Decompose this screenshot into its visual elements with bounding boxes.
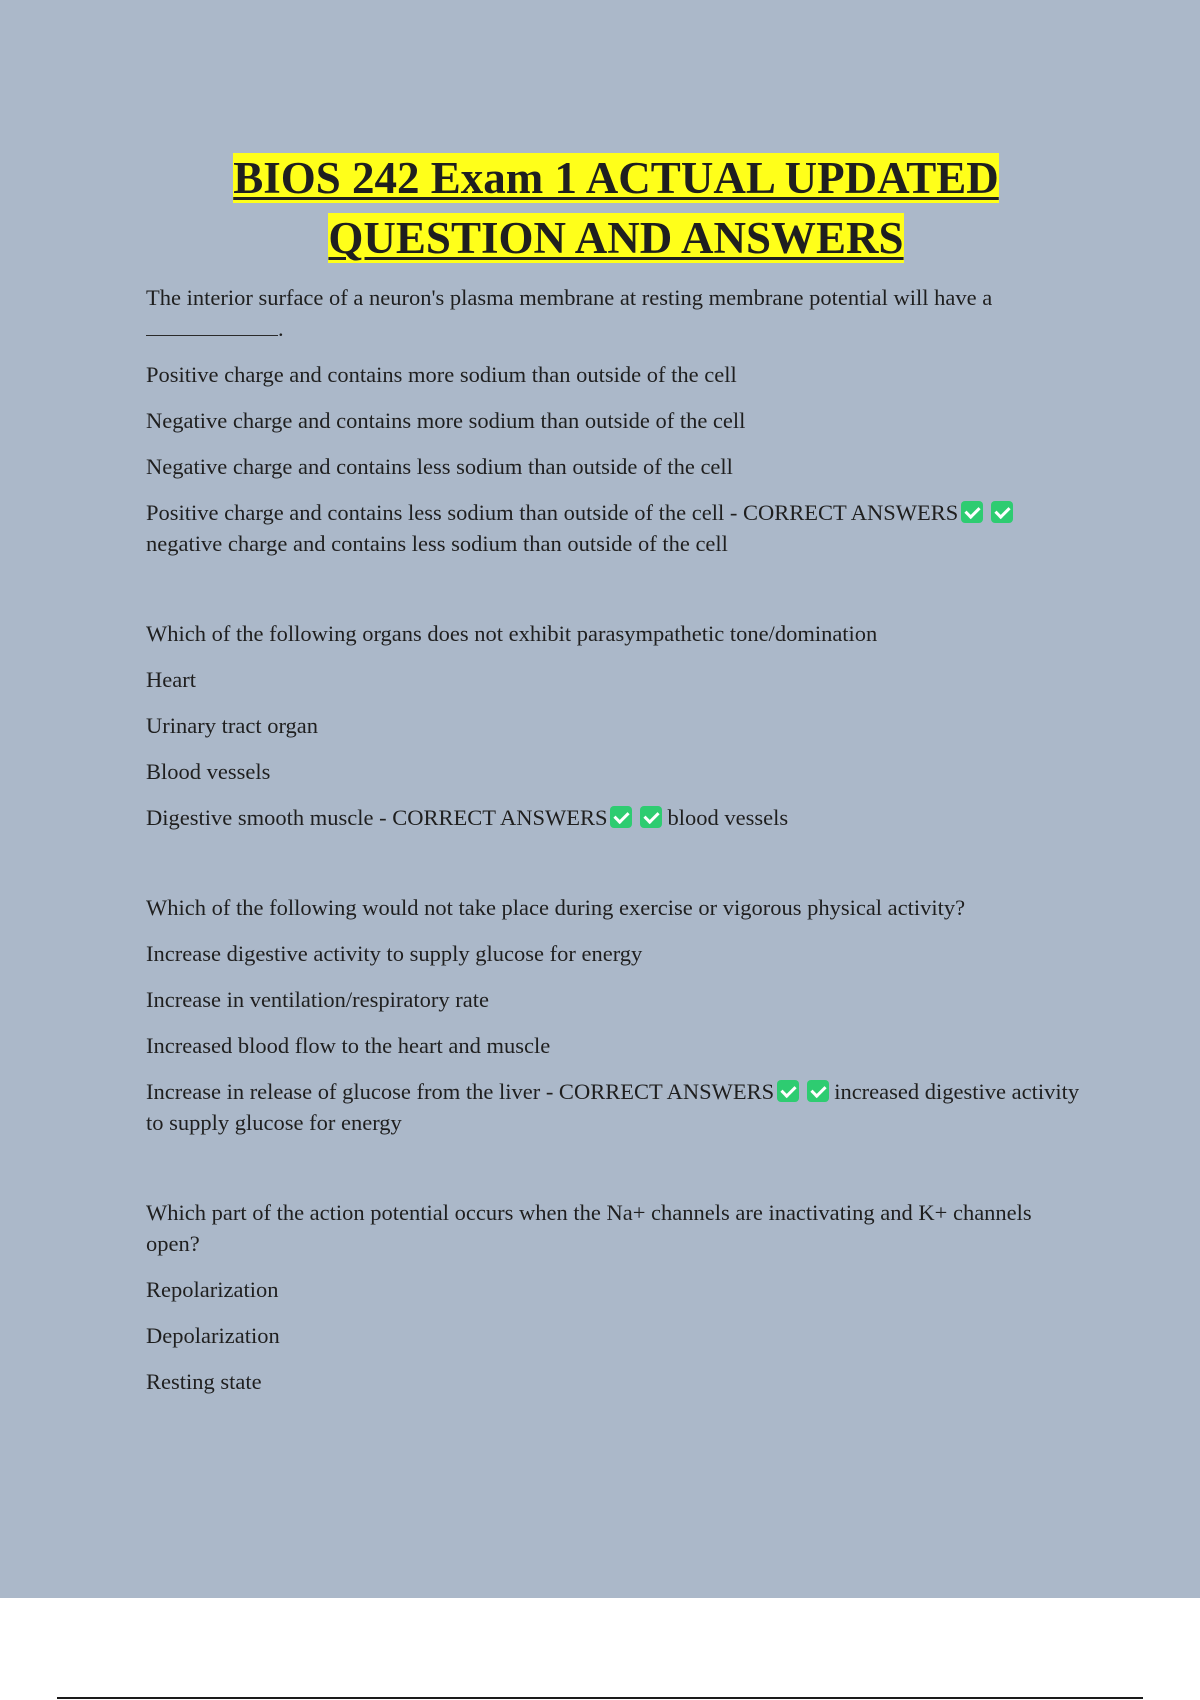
option: Increased blood flow to the heart and muscle xyxy=(146,1033,551,1058)
title-line-2: QUESTION AND ANSWERS xyxy=(328,213,904,263)
question-2 xyxy=(146,618,1086,833)
option: Depolarization xyxy=(146,1323,280,1348)
option-with-answer xyxy=(146,1076,1086,1138)
document-content xyxy=(146,148,1086,1456)
answer-blank xyxy=(146,319,278,336)
question-prompt: Which of the following organs does not exhibit parasympathetic tone/domination xyxy=(146,621,878,646)
option: Urinary tract organ xyxy=(146,713,319,738)
option: Increase in ventilation/respiratory rate xyxy=(146,987,489,1012)
question-prompt: The interior surface of a neuron's plasma membrane at resting membrane potential will have a . xyxy=(146,285,993,341)
option-with-answer xyxy=(146,497,1086,559)
check-box-icon xyxy=(610,806,632,828)
check-box-icon xyxy=(961,501,983,523)
check-box-icon xyxy=(991,501,1013,523)
document-title xyxy=(146,148,1086,268)
option-text: Increase in release of glucose from the liver - CORRECT ANSWERS xyxy=(146,1079,775,1104)
check-box-icon xyxy=(777,1080,799,1102)
correct-answer: increased digestive activity to supply glucose for energy xyxy=(146,1079,1080,1135)
question-3 xyxy=(146,892,1086,1138)
option: Resting state xyxy=(146,1369,262,1394)
option: Blood vessels xyxy=(146,759,271,784)
footer-divider xyxy=(57,1697,1143,1699)
option-with-answer xyxy=(146,802,1086,833)
correct-answer: blood vessels xyxy=(667,805,789,830)
option: Repolarization xyxy=(146,1277,279,1302)
option: Heart xyxy=(146,667,196,692)
question-4 xyxy=(146,1197,1086,1397)
question-prompt: Which part of the action potential occurs when the Na+ channels are inactivating and K+ channels open? xyxy=(146,1200,1032,1256)
check-box-icon xyxy=(807,1080,829,1102)
option: Positive charge and contains more sodium than outside of the cell xyxy=(146,362,737,387)
option: Negative charge and contains less sodium than outside of the cell xyxy=(146,454,733,479)
correct-answer: negative charge and contains less sodium than outside of the cell xyxy=(146,531,728,556)
check-box-icon xyxy=(640,806,662,828)
option-text: Positive charge and contains less sodium than outside of the cell - CORRECT ANSWERS xyxy=(146,500,959,525)
title-line-1: BIOS 242 Exam 1 ACTUAL UPDATED xyxy=(233,153,999,203)
option: Negative charge and contains more sodium than outside of the cell xyxy=(146,408,746,433)
option-text: Digestive smooth muscle - CORRECT ANSWERS xyxy=(146,805,608,830)
question-1 xyxy=(146,282,1086,559)
question-prompt: Which of the following would not take place during exercise or vigorous physical activity? xyxy=(146,895,966,920)
option: Increase digestive activity to supply glucose for energy xyxy=(146,941,643,966)
